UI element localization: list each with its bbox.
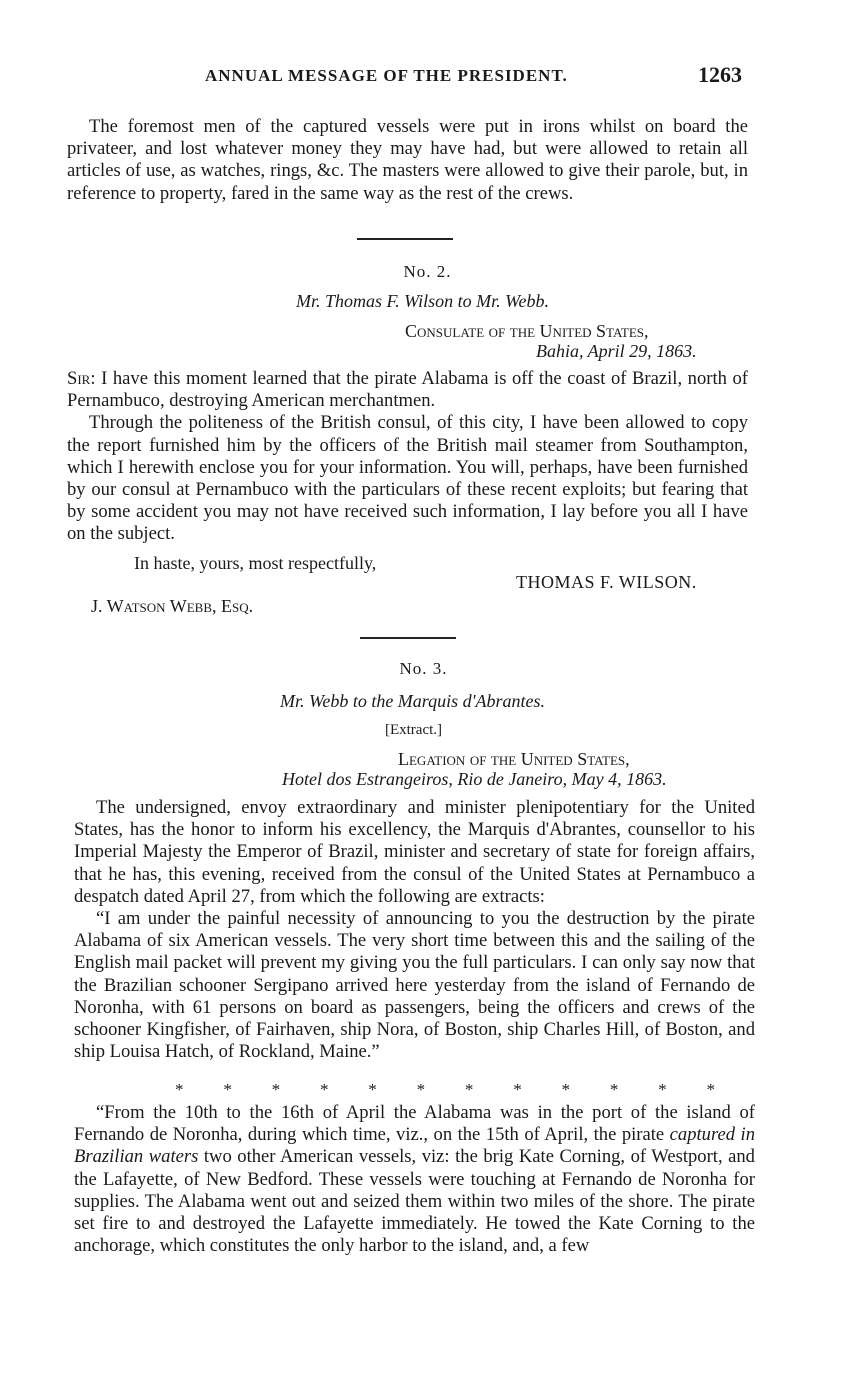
section-divider <box>360 637 456 639</box>
doc2-date-line: Bahia, April 29, 1863. <box>536 341 697 361</box>
doc2-number: No. 2. <box>403 262 452 281</box>
doc3-title: Mr. Webb to the Marquis d'Abrantes. <box>279 691 545 711</box>
doc3-quote-2-before: “From the 10th to the 16th of April the Alabama was in the port of the island of Fernando de Noronha, during which time, viz., on the 15th of April, the pirate <box>74 1102 755 1146</box>
doc2-title: Mr. Thomas F. Wilson to Mr. Webb. <box>295 291 550 311</box>
doc3-body <box>74 797 755 1063</box>
star: * <box>658 1080 667 1099</box>
doc2-paragraph-1 <box>67 368 748 412</box>
star: * <box>561 1080 570 1099</box>
doc3-quote-1: “I am under the painful necessity of announcing to you the destruction by the pirate Alabama of six American vessels. The very short time between this and the sailing of the English mail packet will prevent my giving you the full particulars. I can only say now that the Brazilian schooner Sergipano arrived here yesterday from the island of Fernando de Noronha, with 61 persons on board as passengers, being the officers and crews of the schooner Kingfisher, of Fairhaven, ship Nora, of Boston, ship Charles Hill, of Boston, and ship Louisa Hatch, of Rockland, Maine.” <box>74 908 755 1063</box>
star: * <box>609 1080 619 1099</box>
star: * <box>513 1080 522 1099</box>
doc2-closing: In haste, yours, most respectfully, <box>134 553 377 573</box>
page-number: 1263 <box>698 62 742 87</box>
star: * <box>416 1080 426 1099</box>
doc2-paragraph-1-text: I have this moment learned that the pirate Alabama is off the coast of Brazil, north of Pernambuco, destroying American merchantmen. <box>67 368 748 412</box>
doc2-body <box>67 368 748 546</box>
doc2-signature: THOMAS F. WILSON. <box>516 572 697 592</box>
doc3-quote-2-after: two other American vessels, viz: the brig Kate Corning, of Westport, and the Lafayette, of New Bedford. These vessels were touching at Fernando de Noronha for supplies. The Alabama went out and seized them within two miles of the shore. The pirate set fire to and destroyed the Lafayette immediately. He towed the Kate Corning to the anchorage, which constitutes the only harbor to the island, and, a few <box>74 1146 755 1257</box>
doc3-place-line: Legation of the United States, <box>398 749 630 769</box>
star: * <box>319 1080 329 1099</box>
doc3-date-line: Hotel dos Estrangeiros, Rio de Janeiro, May 4, 1863. <box>282 769 667 789</box>
section-divider <box>357 238 453 240</box>
doc3-quote-2-italic: captured in Brazilian waters <box>74 1124 755 1168</box>
star: * <box>368 1080 377 1099</box>
star: * <box>223 1080 232 1099</box>
doc2-place-line: Consulate of the United States, <box>405 321 649 341</box>
doc2-addressee: J. Watson Webb, Esq. <box>91 596 254 616</box>
intro-paragraph: The foremost men of the captured vessels were put in irons whilst on board the privateer, and lost whatever money they may have had, but were allowed to retain all articles of use, as watches, rings, &c. The masters were allowed to give their parole, but, in reference to property, fared in the same way as the rest of the crews. <box>67 116 748 204</box>
doc3-paragraph-1: The undersigned, envoy extraordinary and minister plenipotentiary for the United States, has the honor to inform his excellency, the Marquis d'Abrantes, counsellor to his Imperial Majesty the Emperor of Brazil, minister and secretary of state for foreign affairs, that he has, this evening, received from the consul of the United States at Pernambuco a despatch dated April 27, from which the following are extracts: <box>74 797 755 907</box>
doc3-quote-2-block <box>74 1102 755 1257</box>
doc2-paragraph-2: Through the politeness of the British consul, of this city, I have been allowed to copy the report furnished him by the officers of the British mail steamer from Southampton, which I herewith enclose you for your information. You will, perhaps, have been furnished by our consul at Pernambuco with the particulars of these recent exploits; but fearing that by some accident you may not have received such information, I lay before you all I have on the subject. <box>67 412 748 545</box>
doc3-quote-2 <box>74 1102 755 1257</box>
doc3-extract-note: [Extract.] <box>384 722 443 738</box>
star: * <box>175 1080 184 1099</box>
doc3-number: No. 3. <box>399 659 448 678</box>
ellipsis-stars <box>175 1080 715 1100</box>
star: * <box>464 1080 474 1099</box>
doc2-salutation: Sir: <box>67 368 96 389</box>
running-title: ANNUAL MESSAGE OF THE PRESIDENT. <box>205 66 568 85</box>
star: * <box>706 1080 715 1099</box>
star: * <box>271 1080 281 1099</box>
intro-paragraph-block <box>67 116 748 205</box>
